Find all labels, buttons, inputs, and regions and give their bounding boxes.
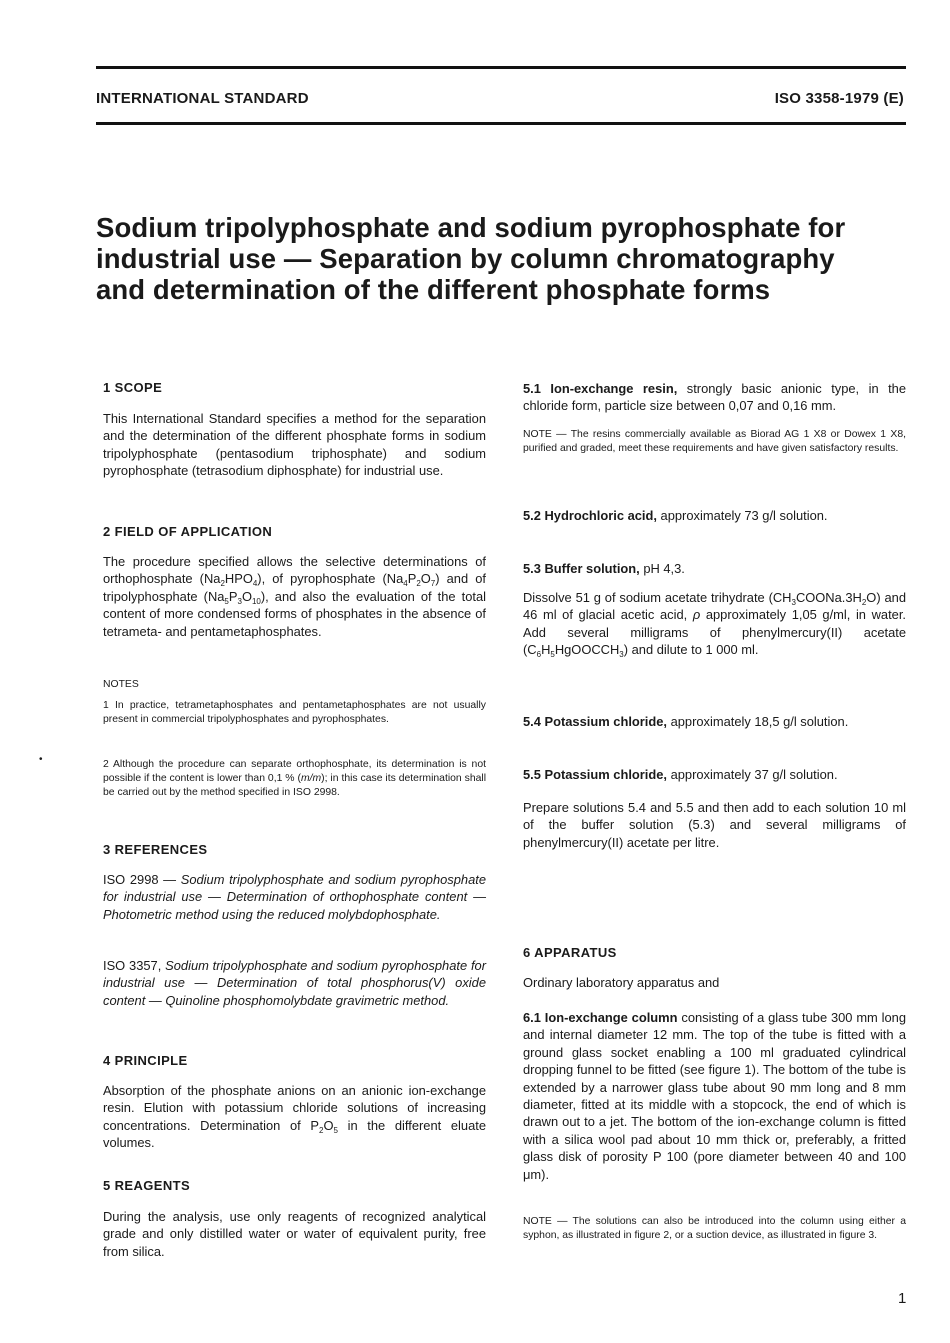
page-number: 1 <box>898 1290 907 1307</box>
section-6-heading: 6 APPARATUS <box>523 945 617 960</box>
section-5-text: During the analysis, use only reagents of recognized analytical grade and only distilled water or water of equivalent purity, free from silica. <box>103 1209 486 1259</box>
reagent-5-3-text: Dissolve 51 g of sodium acetate trihydrate $(CH_3COONa.3H_2O)$ and 46 ml of glacial acetic acid, ρ approximately 1,05 g/ml, in water. Add several milligrams of phenylmercury(II) acetate $(C_6H_5HgOOCCH_3)$ and dilute to 1 000 ml. <box>523 590 906 660</box>
document-title <box>96 212 916 305</box>
reagent-5-5: 5.5 Potassium chloride, approximately 37 g/l solution. <box>523 767 838 782</box>
title-line-3: and determination of the different phosphate forms <box>96 274 771 305</box>
apparatus-6-1: 6.1 Ion-exchange column consisting of a glass tube 300 mm long and internal diameter 12 mm. The top of the tube is fitted with a ground glass socket enabling a 100 ml graduated cylindrical dropping funnel to be fitted (see figure 1). The bottom of the tube is extended by a narrower glass tube about 90 mm long and 8 mm diameter, fitted at its middle with a stopcock, the end of which is drawn out to a jet. The bottom of the ion-exchange column is fitted with a silica wool pad about 10 mm thick or, preferably, a fritted glass disk of porosity P 100 (pore diameter between 40 and 100 μm). <box>523 1010 906 1182</box>
section-2-text: The procedure specified allows the selective determinations of orthophosphate $(Na_2HPO_4)$, of pyrophosphate $(Na_4P_2O_7)$ and of tripolyphosphate $(Na_5P_3O_{10})$, and also the evaluation of the total content of more condensed forms of phosphates in the absence of tetrameta- and pentametaphosphates. <box>103 554 486 639</box>
section-2-heading: 2 FIELD OF APPLICATION <box>103 524 273 539</box>
note-2: 2 Although the procedure can separate orthophosphate, its determination is not possible if the content is lower than 0,1 % (m/m); in this case its determination shall be carried out by the method specified in ISO 2998. <box>103 759 487 798</box>
section-1-heading: 1 SCOPE <box>103 380 163 395</box>
reagent-5-3: 5.3 Buffer solution, pH 4,3. <box>523 561 685 576</box>
note-1: 1 In practice, tetrametaphosphates and pentametaphosphates are not usually present in commercial tripolyphosphates and pyrophosphates. <box>103 700 486 725</box>
header-bottom-rule <box>96 122 906 125</box>
reference-iso-3357: ISO 3357, Sodium tripolyphosphate and sodium pyrophosphate for industrial use — Determination of total phosphorus(V) oxide content — Quinoline phosphomolybdate gravimetric method. <box>103 958 486 1008</box>
section-4-text: Absorption of the phosphate anions on an anionic ion-exchange resin. Elution with potassium chloride solutions of increasing concentrations. Determination of $P_2O_5$ in the different eluate volumes. <box>103 1083 486 1151</box>
notes-label: NOTES <box>103 679 139 690</box>
section-1-text: This International Standard specifies a method for the separation and the determination of the different phosphate forms in sodium tripolyphosphate (pentasodium triphosphate) and sodium pyrophosphate (tetrasodium diphosphate) for industrial use. <box>103 411 486 479</box>
header-standard-type: INTERNATIONAL STANDARD <box>96 90 309 107</box>
margin-mark: • <box>39 754 43 765</box>
title-line-2: industrial use — Separation by column chromatography <box>96 243 835 274</box>
section-4-heading: 4 PRINCIPLE <box>103 1053 188 1068</box>
reagent-5-1-note: NOTE — The resins commercially available as Biorad AG 1 X8 or Dowex 1 X8, purified and graded, meet these requirements and have given satisfactory results. <box>523 429 906 454</box>
title-line-1: Sodium tripolyphosphate and sodium pyrophosphate for <box>96 212 846 243</box>
section-6-intro: Ordinary laboratory apparatus and <box>523 975 720 990</box>
section-5-heading: 5 REAGENTS <box>103 1178 191 1193</box>
reagent-5-1: 5.1 Ion-exchange resin, strongly basic anionic type, in the chloride form, particle size between 0,07 and 0,16 mm. <box>523 381 906 414</box>
section-3-heading: 3 REFERENCES <box>103 842 208 857</box>
header-top-rule <box>96 66 906 69</box>
header-standard-number: ISO 3358-1979 (E) <box>774 90 904 107</box>
reagent-prepare-text: Prepare solutions 5.4 and 5.5 and then add to each solution 10 ml of the buffer solution (5.3) and several milligrams of phenylmercury(II) acetate per litre. <box>523 800 906 850</box>
reagent-5-2: 5.2 Hydrochloric acid, approximately 73 g/l solution. <box>523 508 828 523</box>
reference-iso-2998: ISO 2998 — Sodium tripolyphosphate and sodium pyrophosphate for industrial use — Determination of orthophosphate content — Photometric method using the reduced molybdophosphate. <box>103 872 486 922</box>
apparatus-note: NOTE — The solutions can also be introduced into the column using either a syphon, as illustrated in figure 2, or a suction device, as illustrated in figure 3. <box>523 1216 906 1241</box>
reagent-5-4: 5.4 Potassium chloride, approximately 18,5 g/l solution. <box>523 714 849 729</box>
